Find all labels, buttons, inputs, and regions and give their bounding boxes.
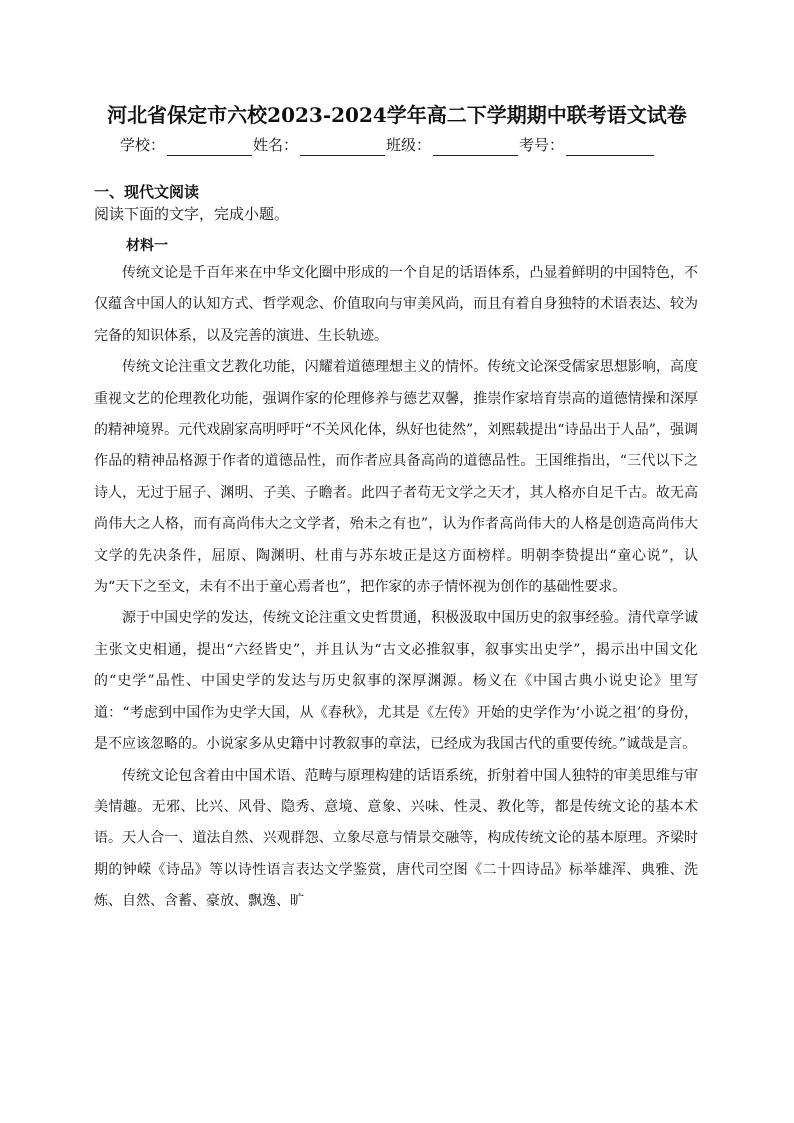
document-title: 河北省保定市六校2023-2024学年高二下学期期中联考语文试卷 [107, 103, 687, 127]
school-label: 学校： [120, 136, 166, 154]
reading-instruction: 阅读下面的文字，完成小题。 [94, 205, 290, 223]
passage-body [94, 258, 698, 918]
passage-paragraph: 传统文论包含着由中国术语、范畴与原理构建的话语系统，折射着中国人独特的审美思维与审美情趣。无邪、比兴、风骨、隐秀、意境、意象、兴味、性灵、教化等，都是传统文论的基本术语。天人合一、道法自然、兴观群怨、立象尽意与情景交融等，构成传统文论的基本原理。齐梁时期的钟嵘《诗品》等以诗性语言表达文学鉴赏，唐代司空图《二十四诗品》标举雄浑、典雅、洗炼、自然、含蓄、豪放、飘逸、旷 [94, 767, 698, 910]
school-blank [167, 137, 252, 156]
exam-number-blank [566, 137, 654, 156]
class-blank [433, 137, 518, 156]
passage-paragraph: 传统文论是千百年来在中华文化圈中形成的一个自足的话语体系，凸显着鲜明的中国特色，不仅蕴含中国人的认知方式、哲学观念、价值取向与审美风尚，而且有着自身独特的术语表达、较为完备的知识体系，以及完善的演进、生长轨迹。 [94, 265, 698, 344]
material-heading: 材料一 [126, 238, 168, 254]
class-label: 班级： [386, 136, 432, 154]
exam-number-label: 考号： [519, 136, 565, 154]
section-heading: 一、现代文阅读 [94, 183, 200, 201]
passage-paragraph: 源于中国史学的发达，传统文论注重文史哲贯通，积极汲取中国历史的叙事经验。清代章学诚主张文史相通，提出“六经皆史”，并且认为“古文必推叙事，叙事实出史学”，揭示出中国文化的“史学”品性、中国史学的发达与历史叙事的深厚渊源。杨义在《中国古典小说史论》里写道：“考虑到中国作为史学大国，从《春秋》，尤其是《左传》开始的史学作为‘小说之祖’的身份，是不应该忽略的。小说家多从史籍中讨教叙事的章法，已经成为我国古代的重要传统。”诚哉是言。 [94, 610, 698, 753]
passage-paragraph: 传统文论注重文艺教化功能，闪耀着道德理想主义的情怀。传统文论深受儒家思想影响，高度重视文艺的伦理教化功能，强调作家的伦理修养与德艺双馨，推崇作家培育崇高的道德情操和深厚的精神境界。元代戏剧家高明呼吁“不关风化体，纵好也徒然”，刘熙载提出“诗品出于人品”，强调作品的精神品格源于作者的道德品性，而作者应具备高尚的道德品性。王国维指出，“三代以下之诗人，无过于屈子、渊明、子美、子瞻者。此四子者苟无文学之天才，其人格亦自足千古。故无高尚伟大之人格，而有高尚伟大之文学者，殆未之有也”，认为作者高尚伟大的人格是创造高尚伟大文学的先决条件，屈原、陶渊明、杜甫与苏东坡正是这方面榜样。明朝李贽提出“童心说”，认为“天下之至文，未有不出于童心焉者也”，把作家的赤子情怀视为创作的基础性要求。 [94, 359, 698, 596]
student-info-line [120, 134, 720, 156]
name-label: 姓名： [253, 136, 299, 154]
name-blank [300, 137, 385, 156]
